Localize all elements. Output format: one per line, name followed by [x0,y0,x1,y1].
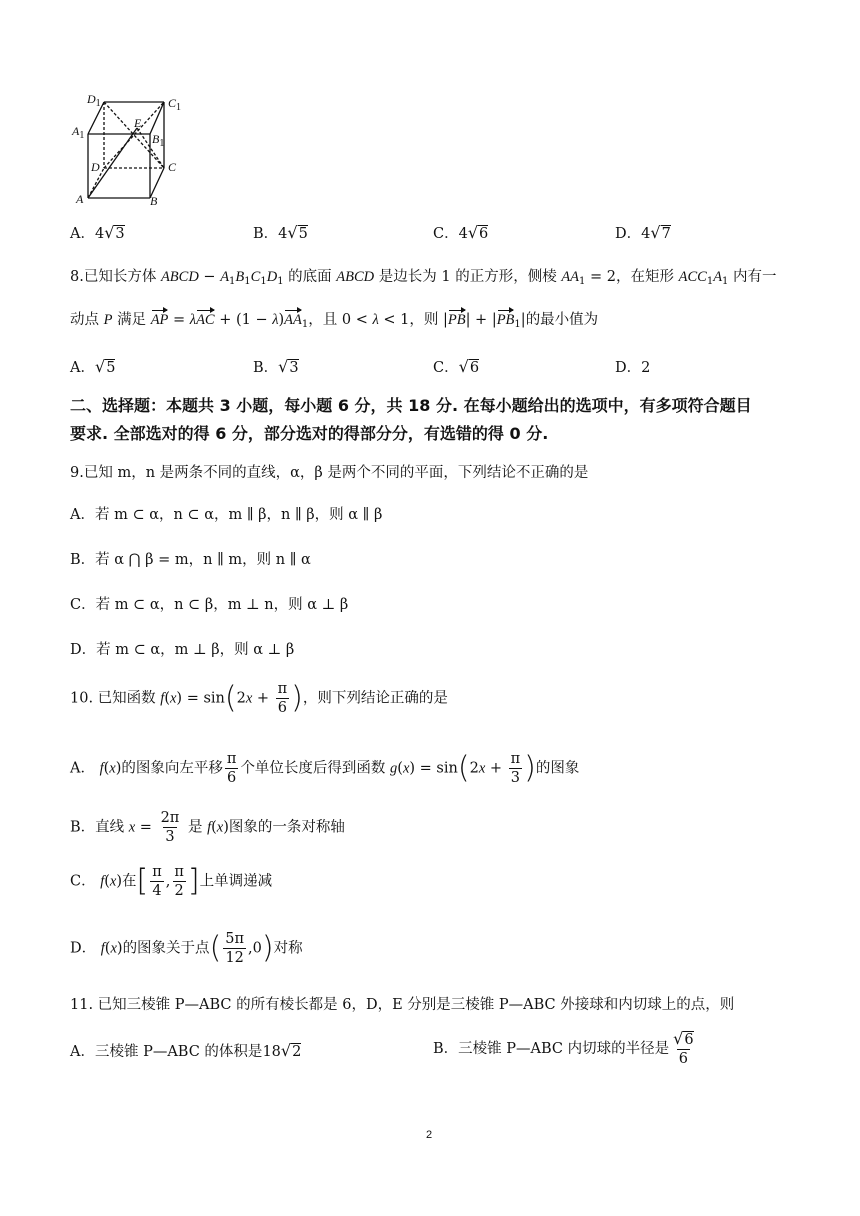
label-b: B [150,194,158,208]
q10-stem: 10. 已知函数 f(x) = sin(2x + $\frac{\pi}{6}$ )，则下列结论正确的是 [70,680,448,716]
label-b1: B [152,132,160,146]
q8-option-c[interactable]: C．√6 [433,357,480,376]
q7-option-d[interactable]: D．4√7 [615,223,671,242]
label-c: C [168,160,177,174]
q9-option-b[interactable]: B．若 α ⋂ β = m，n ∥ m，则 n ∥ α [70,552,311,568]
q8-option-d[interactable]: D．2 [615,360,651,376]
q9-option-c[interactable]: C．若 m ⊂ α，n ⊂ β，m ⊥ n，则 α ⊥ β [70,597,349,613]
q10-option-a[interactable]: A． f(x)的图象向左平移 $\frac{\pi}{6}$ 个单位长度后得到函数 g(x) = sin(2x + $\frac{\pi}{3}$ )的图象 [70,750,580,786]
q11-option-b[interactable]: B．三棱锥 P—ABC 内切球的半径是 $\frac{√6}{6}$ [433,1029,694,1067]
q7-option-a[interactable]: A．4√3 [70,223,125,242]
prism-figure: $D_1$ $C_1$ $A_1$ E $B_1$ D C A B [74,92,194,210]
q7-option-b[interactable]: B．4√5 [253,223,308,242]
q9-option-a[interactable]: A．若 m ⊂ α，n ⊂ α，m ∥ β，n ∥ β，则 α ∥ β [70,507,383,523]
label-a: A [76,192,84,206]
q8-stem-line1: 8.已知长方体 ABCD − $A_1B_1C_1D_1$ 的底面 ABCD 是边长为 1 的正方形，侧棱 $AA_1 = 2$，在矩形 $ACC_1A_1$ 内有一 [70,269,777,287]
label-d: D [91,160,100,174]
q10-option-d[interactable]: D． f(x)的图象关于点( $\frac{5\pi}{12}$ ,0)对称 [70,930,303,966]
page-number: 2 [426,1129,433,1141]
section2-heading-line1: 二、选择题：本题共 3 小题，每小题 6 分，共 18 分. 在每小题给出的选项中，有多项符合题目 [70,396,752,415]
q9-stem: 9.已知 m，n 是两条不同的直线，α，β 是两个不同的平面，下列结论不正确的是 [70,465,589,481]
label-e: E [134,116,142,130]
label-c1: C [168,96,177,110]
q8-option-a[interactable]: A．√5 [70,357,116,376]
q7-option-c[interactable]: C．4√6 [433,223,489,242]
section2-heading-line2: 要求. 全部选对的得 6 分，部分选对的得部分分，有选错的得 0 分. [70,424,549,443]
label-a1: A [72,124,80,138]
q9-option-d[interactable]: D．若 m ⊂ α，m ⊥ β，则 α ⊥ β [70,642,295,658]
q10-option-b[interactable]: B．直线 x = $\frac{2\pi}{3}$ 是 f(x)图象的一条对称轴 [70,810,345,845]
q11-stem: 11. 已知三棱锥 P—ABC 的所有棱长都是 6，D，E 分别是三棱锥 P—ABC 外接球和内切球上的点，则 [70,997,735,1013]
q10-option-c[interactable]: C． f(x)在[ $\frac{\pi}{4}$ , $\frac{\pi}{2}$ ]上单调递减 [70,863,273,899]
q8-option-b[interactable]: B．√3 [253,357,299,376]
q8-stem-line2: 动点 P 满足 AP = $\lambda AC + (1 - \lambda)AA_1$，且 0 < λ < 1，则 $|PB| + |PB_1|$的最小值为 [70,312,599,330]
q11-option-a[interactable]: A．三棱锥 P—ABC 的体积是18√2 [70,1041,302,1060]
label-d1: D [87,92,96,106]
